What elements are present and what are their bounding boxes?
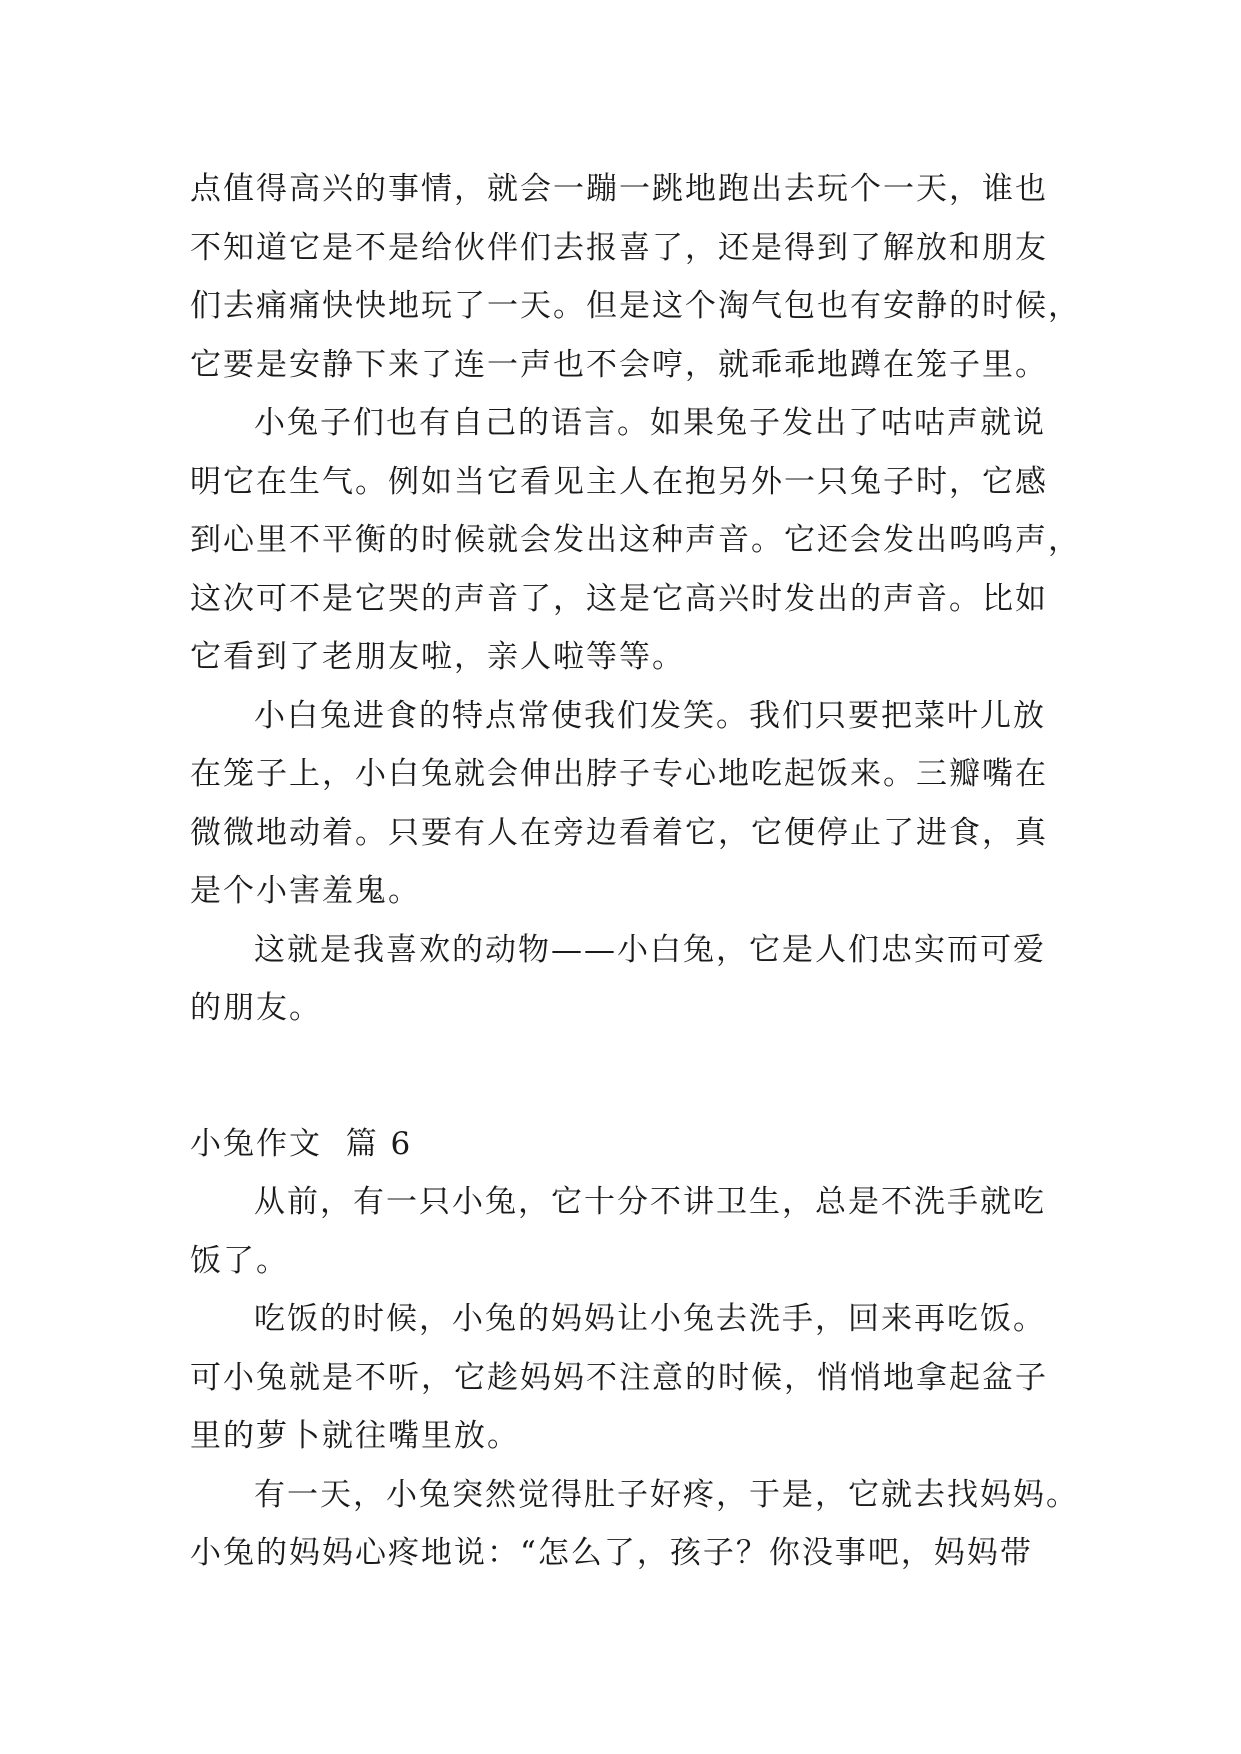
text-line: 这次可不是它哭的声音了，这是它高兴时发出的声音。比如 <box>190 580 1048 617</box>
text-line: 不知道它是不是给伙伴们去报喜了，还是得到了解放和朋友 <box>190 229 1048 266</box>
text-line: 它看到了老朋友啦，亲人啦等等。 <box>190 639 685 675</box>
document-body <box>190 160 1090 1583</box>
text-line: 到心里不平衡的时候就会发出这种声音。它还会发出呜呜声， <box>190 522 1081 558</box>
text-line: 点值得高兴的事情，就会一蹦一跳地跑出去玩个一天，谁也 <box>190 171 1048 207</box>
text-line: 小白兔进食的特点常使我们发笑。我们只要把菜叶儿放 <box>254 697 1046 734</box>
text-line: 它要是安静下来了连一声也不会哼，就乖乖地蹲在笼子里。 <box>190 346 1048 383</box>
section-heading <box>190 1115 1090 1174</box>
text-line: 在笼子上，小白兔就会伸出脖子专心地吃起饭来。三瓣嘴在 <box>190 756 1048 792</box>
text-line: 里的萝卜就往嘴里放。 <box>190 1418 520 1454</box>
text-line: 吃饭的时候，小兔的妈妈让小兔去洗手，回来再吃饭。 <box>254 1301 1046 1337</box>
paragraph-continued <box>190 160 1090 394</box>
heading-text: 小兔作文 篇 6 <box>190 1125 413 1162</box>
paragraph <box>190 1466 1090 1583</box>
text-line: 小兔子们也有自己的语言。如果兔子发出了咕咕声就说 <box>254 405 1046 441</box>
paragraph <box>190 687 1090 921</box>
text-line: 这就是我喜欢的动物——小白兔，它是人们忠实而可爱 <box>254 931 1046 968</box>
text-line: 有一天，小兔突然觉得肚子好疼，于是，它就去找妈妈。 <box>254 1476 1079 1513</box>
paragraph <box>190 394 1090 687</box>
text-line: 可小兔就是不听，它趁妈妈不注意的时候，悄悄地拿起盆子 <box>190 1359 1048 1396</box>
paragraph <box>190 921 1090 1038</box>
text-line: 小兔的妈妈心疼地说：“怎么了，孩子？你没事吧，妈妈带 <box>190 1535 1033 1571</box>
text-line: 明它在生气。例如当它看见主人在抱另外一只兔子时，它感 <box>190 463 1048 500</box>
text-line: 是个小害羞鬼。 <box>190 873 421 909</box>
paragraph <box>190 1173 1090 1290</box>
text-line: 们去痛痛快快地玩了一天。但是这个淘气包也有安静的时候， <box>190 288 1081 324</box>
paragraph <box>190 1290 1090 1466</box>
text-line: 微微地动着。只要有人在旁边看着它，它便停止了进食，真 <box>190 814 1048 851</box>
section-spacer <box>190 1038 1090 1115</box>
text-line: 从前，有一只小兔，它十分不讲卫生，总是不洗手就吃 <box>254 1184 1046 1220</box>
text-line: 的朋友。 <box>190 990 322 1026</box>
text-line: 饭了。 <box>190 1242 289 1279</box>
